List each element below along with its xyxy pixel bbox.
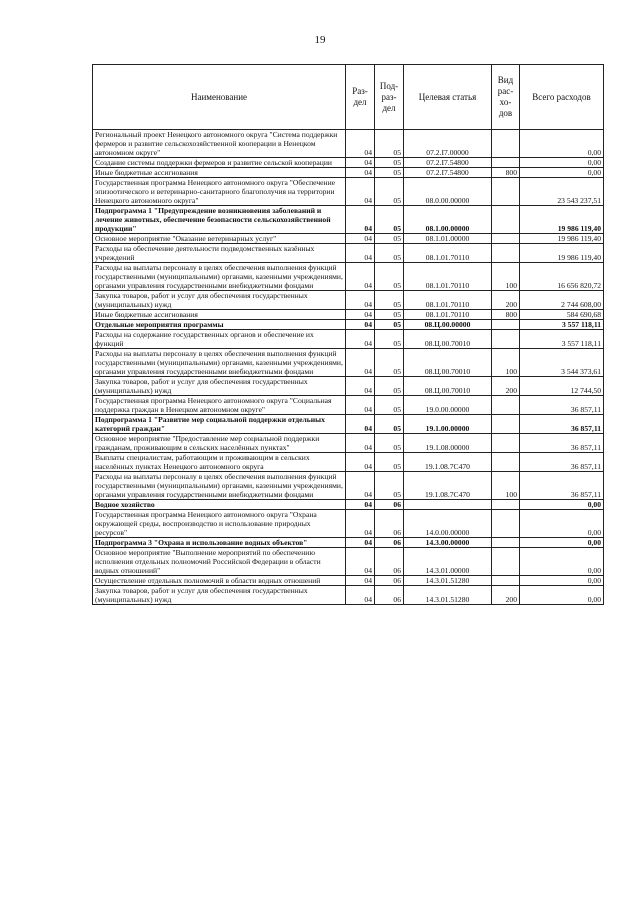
cell-name: Отдельные мероприятия программы <box>93 320 346 330</box>
cell-name: Подпрограмма 1 "Предупреждение возникновения заболеваний и лечение животных, обеспечение безопасности сельскохозяйственной продукции" <box>93 206 346 234</box>
cell-celevaya-statya: 19.1.00.00000 <box>404 415 492 434</box>
cell-podrazdel: 05 <box>375 244 404 263</box>
cell-vid-rashodov: 200 <box>492 291 520 310</box>
cell-total: 23 543 237,51 <box>520 178 604 206</box>
cell-podrazdel: 05 <box>375 263 404 291</box>
cell-vid-rashodov: 200 <box>492 586 520 605</box>
cell-podrazdel: 06 <box>375 500 404 510</box>
cell-total: 36 857,11 <box>520 453 604 472</box>
cell-vid-rashodov <box>492 130 520 158</box>
cell-razdel: 04 <box>346 472 375 500</box>
header-total: Всего расходов <box>520 65 604 130</box>
cell-razdel: 04 <box>346 130 375 158</box>
cell-name: Региональный проект Ненецкого автономного округа "Система поддержки фермеров и развитие сельскохозяйственной кооперации в Ненецком автономном округе" <box>93 130 346 158</box>
budget-table <box>92 64 604 605</box>
cell-celevaya-statya: 19.1.08.7C470 <box>404 453 492 472</box>
cell-podrazdel: 06 <box>375 548 404 576</box>
cell-celevaya-statya: 08.1.01.70110 <box>404 244 492 263</box>
cell-name: Осуществление отдельных полномочий в области водных отношений <box>93 576 346 586</box>
cell-celevaya-statya: 19.1.08.00000 <box>404 434 492 453</box>
cell-name: Расходы на выплаты персоналу в целях обеспечения выполнения функций государственными (муниципальными) органами, казенными учреждениями, органами управления государственными внебюджетными фондами <box>93 349 346 377</box>
cell-total: 16 656 820,72 <box>520 263 604 291</box>
table-row <box>93 130 604 158</box>
cell-name: Подпрограмма 1 "Развитие мер социальной поддержки отдельных категорий граждан" <box>93 415 346 434</box>
header-razdel: Раз-дел <box>346 65 375 130</box>
cell-total: 36 857,11 <box>520 472 604 500</box>
cell-vid-rashodov: 100 <box>492 263 520 291</box>
cell-vid-rashodov <box>492 320 520 330</box>
cell-name: Государственная программа Ненецкого автономного округа "Социальная поддержка граждан в Ненецком автономном округе" <box>93 396 346 415</box>
cell-celevaya-statya: 08.1.00.00000 <box>404 206 492 234</box>
cell-total: 584 690,68 <box>520 310 604 320</box>
cell-total: 19 986 119,40 <box>520 234 604 244</box>
cell-razdel: 04 <box>346 586 375 605</box>
cell-celevaya-statya: 19.1.08.7C470 <box>404 472 492 500</box>
cell-vid-rashodov <box>492 234 520 244</box>
cell-name: Расходы на выплаты персоналу в целях обеспечения выполнения функций государственными (муниципальными) органами, казенными учреждениями, органами управления государственными внебюджетными фондами <box>93 263 346 291</box>
cell-razdel: 04 <box>346 291 375 310</box>
cell-vid-rashodov <box>492 453 520 472</box>
table-row <box>93 453 604 472</box>
cell-celevaya-statya: 07.2.I7.00000 <box>404 130 492 158</box>
table-row <box>93 320 604 330</box>
table-row <box>93 396 604 415</box>
cell-name: Основное мероприятие "Оказание ветеринарных услуг" <box>93 234 346 244</box>
cell-total: 0,00 <box>520 168 604 178</box>
cell-vid-rashodov: 800 <box>492 168 520 178</box>
table-row <box>93 234 604 244</box>
cell-celevaya-statya: 08.0.00.00000 <box>404 178 492 206</box>
cell-celevaya-statya: 19.0.00.00000 <box>404 396 492 415</box>
cell-vid-rashodov <box>492 330 520 349</box>
cell-total: 0,00 <box>520 130 604 158</box>
table-row <box>93 168 604 178</box>
table-row <box>93 310 604 320</box>
cell-vid-rashodov <box>492 396 520 415</box>
table-row <box>93 548 604 576</box>
cell-razdel: 04 <box>346 168 375 178</box>
cell-celevaya-statya: 08.1.01.00000 <box>404 234 492 244</box>
cell-razdel: 04 <box>346 396 375 415</box>
cell-vid-rashodov <box>492 434 520 453</box>
cell-razdel: 04 <box>346 453 375 472</box>
cell-vid-rashodov: 800 <box>492 310 520 320</box>
cell-razdel: 04 <box>346 415 375 434</box>
cell-vid-rashodov: 100 <box>492 349 520 377</box>
cell-total: 19 986 119,40 <box>520 244 604 263</box>
table-row <box>93 576 604 586</box>
cell-podrazdel: 05 <box>375 434 404 453</box>
cell-podrazdel: 05 <box>375 178 404 206</box>
cell-razdel: 04 <box>346 234 375 244</box>
cell-name: Основное мероприятие "Выполнение мероприятий по обеспечению исполнения отдельных полномочий Российской Федерации в области водных отношений" <box>93 548 346 576</box>
cell-vid-rashodov <box>492 158 520 168</box>
cell-razdel: 04 <box>346 263 375 291</box>
cell-name: Основное мероприятие "Предоставление мер социальной поддержки гражданам, проживающим в сельских населённых пунктах" <box>93 434 346 453</box>
table-row <box>93 206 604 234</box>
cell-vid-rashodov <box>492 415 520 434</box>
table-row <box>93 291 604 310</box>
table-row <box>93 263 604 291</box>
cell-total: 36 857,11 <box>520 415 604 434</box>
cell-celevaya-statya: 14.3.00.00000 <box>404 538 492 548</box>
cell-vid-rashodov <box>492 538 520 548</box>
cell-razdel: 04 <box>346 500 375 510</box>
header-name: Наименование <box>93 65 346 130</box>
header-celevaya-statya: Целевая статья <box>404 65 492 130</box>
cell-total: 36 857,11 <box>520 434 604 453</box>
cell-podrazdel: 05 <box>375 330 404 349</box>
cell-podrazdel: 06 <box>375 586 404 605</box>
cell-name: Закупка товаров, работ и услуг для обеспечения государственных (муниципальных) нужд <box>93 291 346 310</box>
cell-total: 0,00 <box>520 538 604 548</box>
cell-razdel: 04 <box>346 377 375 396</box>
cell-podrazdel: 05 <box>375 206 404 234</box>
cell-vid-rashodov <box>492 576 520 586</box>
cell-razdel: 04 <box>346 548 375 576</box>
cell-name: Иные бюджетные ассигнования <box>93 310 346 320</box>
cell-celevaya-statya: 08.1.01.70110 <box>404 263 492 291</box>
table-row <box>93 377 604 396</box>
cell-total: 0,00 <box>520 500 604 510</box>
cell-razdel: 04 <box>346 310 375 320</box>
cell-name: Подпрограмма 3 "Охрана и использование водных объектов" <box>93 538 346 548</box>
cell-razdel: 04 <box>346 434 375 453</box>
cell-celevaya-statya: 14.3.01.00000 <box>404 548 492 576</box>
table-row <box>93 538 604 548</box>
cell-podrazdel: 05 <box>375 310 404 320</box>
cell-vid-rashodov <box>492 244 520 263</box>
cell-podrazdel: 05 <box>375 158 404 168</box>
cell-name: Выплаты специалистам, работающим и проживающим в сельских населённых пунктах Ненецкого автономного округа <box>93 453 346 472</box>
cell-vid-rashodov <box>492 510 520 538</box>
cell-razdel: 04 <box>346 576 375 586</box>
cell-vid-rashodov: 200 <box>492 377 520 396</box>
cell-razdel: 04 <box>346 510 375 538</box>
cell-podrazdel: 05 <box>375 291 404 310</box>
header-vid-rashodov: Вид рас-хо-дов <box>492 65 520 130</box>
cell-total: 2 744 608,00 <box>520 291 604 310</box>
cell-total: 0,00 <box>520 576 604 586</box>
cell-razdel: 04 <box>346 349 375 377</box>
cell-celevaya-statya: 08.Ц.00.70010 <box>404 349 492 377</box>
cell-vid-rashodov: 100 <box>492 472 520 500</box>
cell-razdel: 04 <box>346 330 375 349</box>
table-row <box>93 349 604 377</box>
cell-total: 19 986 119,40 <box>520 206 604 234</box>
cell-celevaya-statya: 08.1.01.70110 <box>404 310 492 320</box>
cell-name: Расходы на обеспечение деятельности подведомственных казённых учреждений <box>93 244 346 263</box>
cell-podrazdel: 05 <box>375 453 404 472</box>
cell-podrazdel: 06 <box>375 510 404 538</box>
cell-total: 3 557 118,11 <box>520 330 604 349</box>
cell-podrazdel: 05 <box>375 396 404 415</box>
table-row <box>93 586 604 605</box>
cell-total: 0,00 <box>520 158 604 168</box>
cell-celevaya-statya: 07.2.I7.54800 <box>404 168 492 178</box>
table-body <box>93 130 604 605</box>
cell-total: 12 744,50 <box>520 377 604 396</box>
cell-razdel: 04 <box>346 206 375 234</box>
cell-name: Расходы на выплаты персоналу в целях обеспечения выполнения функций государственными (муниципальными) органами, казенными учреждениями, органами управления государственными внебюджетными фондами <box>93 472 346 500</box>
cell-podrazdel: 05 <box>375 472 404 500</box>
cell-podrazdel: 05 <box>375 415 404 434</box>
table-row <box>93 330 604 349</box>
cell-podrazdel: 05 <box>375 349 404 377</box>
cell-name: Иные бюджетные ассигнования <box>93 168 346 178</box>
cell-celevaya-statya: 08.Ц.00.00000 <box>404 320 492 330</box>
cell-celevaya-statya: 14.3.01.51280 <box>404 576 492 586</box>
cell-name: Закупка товаров, работ и услуг для обеспечения государственных (муниципальных) нужд <box>93 377 346 396</box>
cell-razdel: 04 <box>346 320 375 330</box>
cell-total: 0,00 <box>520 586 604 605</box>
cell-celevaya-statya: 07.2.I7.54800 <box>404 158 492 168</box>
table-row <box>93 244 604 263</box>
cell-razdel: 04 <box>346 244 375 263</box>
cell-celevaya-statya: 08.Ц.00.70010 <box>404 377 492 396</box>
cell-podrazdel: 05 <box>375 168 404 178</box>
cell-name: Государственная программа Ненецкого автономного округа "Обеспечение эпизоотического и ветеринарно-санитарного благополучия на территории Ненецкого автономного округа" <box>93 178 346 206</box>
table-row <box>93 472 604 500</box>
table-row <box>93 434 604 453</box>
cell-podrazdel: 05 <box>375 320 404 330</box>
table-row <box>93 178 604 206</box>
cell-podrazdel: 05 <box>375 130 404 158</box>
cell-podrazdel: 06 <box>375 538 404 548</box>
cell-name: Создание системы поддержки фермеров и развитие сельской кооперации <box>93 158 346 168</box>
cell-celevaya-statya: 14.0.00.00000 <box>404 510 492 538</box>
cell-name: Водное хозяйство <box>93 500 346 510</box>
table-header-row <box>93 65 604 130</box>
cell-total: 36 857,11 <box>520 396 604 415</box>
cell-vid-rashodov <box>492 206 520 234</box>
cell-celevaya-statya: 08.Ц.00.70010 <box>404 330 492 349</box>
cell-vid-rashodov <box>492 178 520 206</box>
cell-podrazdel: 05 <box>375 377 404 396</box>
table-row <box>93 415 604 434</box>
cell-name: Государственная программа Ненецкого автономного округа "Охрана окружающей среды, воспроизводство и использование природных ресурсов" <box>93 510 346 538</box>
cell-vid-rashodov <box>492 548 520 576</box>
page-number: 19 <box>314 34 326 46</box>
cell-total: 3 544 373,61 <box>520 349 604 377</box>
table-row <box>93 158 604 168</box>
table-row <box>93 510 604 538</box>
cell-podrazdel: 05 <box>375 234 404 244</box>
cell-celevaya-statya: 08.1.01.70110 <box>404 291 492 310</box>
cell-celevaya-statya <box>404 500 492 510</box>
cell-razdel: 04 <box>346 178 375 206</box>
cell-total: 3 557 118,11 <box>520 320 604 330</box>
cell-razdel: 04 <box>346 158 375 168</box>
cell-total: 0,00 <box>520 510 604 538</box>
cell-celevaya-statya: 14.3.01.51280 <box>404 586 492 605</box>
cell-total: 0,00 <box>520 548 604 576</box>
cell-name: Расходы на содержание государственных органов и обеспечение их функций <box>93 330 346 349</box>
cell-podrazdel: 06 <box>375 576 404 586</box>
header-podrazdel: Под-раз-дел <box>375 65 404 130</box>
table-row <box>93 500 604 510</box>
cell-name: Закупка товаров, работ и услуг для обеспечения государственных (муниципальных) нужд <box>93 586 346 605</box>
cell-vid-rashodov <box>492 500 520 510</box>
cell-razdel: 04 <box>346 538 375 548</box>
